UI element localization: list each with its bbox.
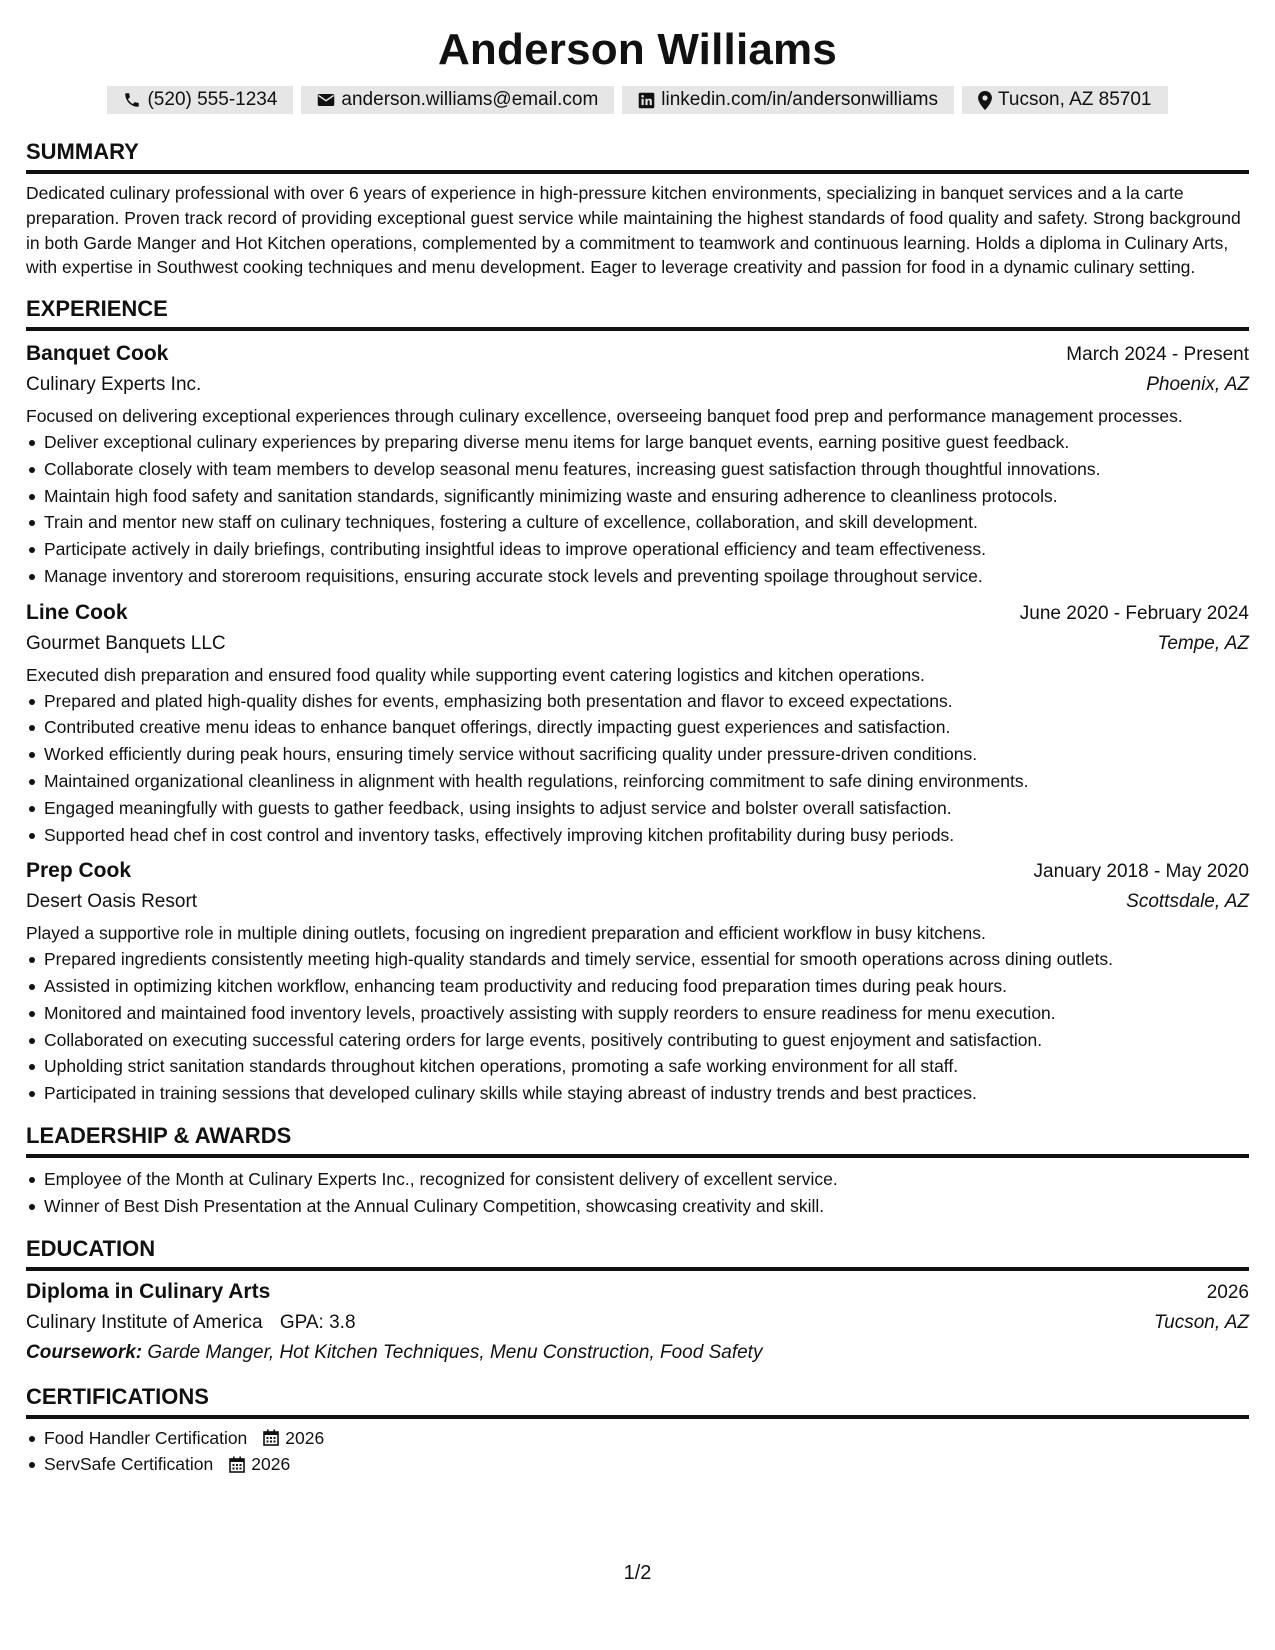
list-item: Upholding strict sanitation standards throughout kitchen operations, promoting a safe working environment for all staff. <box>26 1053 1249 1080</box>
job-bullets <box>26 688 1249 849</box>
list-item: Winner of Best Dish Presentation at the Annual Culinary Competition, showcasing creativity and skill. <box>26 1193 1249 1220</box>
education-entry <box>26 1277 1249 1368</box>
coursework-label: Coursework: <box>26 1341 143 1363</box>
resume-page <box>26 0 1249 1478</box>
list-item: Supported head chef in cost control and inventory tasks, effectively improving kitchen profitability during busy periods. <box>26 822 1249 849</box>
section-divider <box>26 1415 1249 1419</box>
map-pin-icon <box>978 91 992 110</box>
contact-bar <box>26 86 1249 114</box>
envelope-icon <box>317 92 335 108</box>
job-entry <box>26 339 1249 590</box>
company-name: Desert Oasis Resort <box>26 891 198 913</box>
cert-name: Food Handler Certification <box>44 1427 248 1448</box>
certifications-list <box>26 1425 1249 1479</box>
section-divider <box>26 170 1249 174</box>
list-item <box>26 1451 1249 1478</box>
list-item: Employee of the Month at Culinary Experts Inc., recognized for consistent delivery of excellent service. <box>26 1166 1249 1193</box>
job-dates: June 2020 - February 2024 <box>1019 602 1249 624</box>
summary-heading: SUMMARY <box>26 139 139 164</box>
job-title: Line Cook <box>26 600 128 624</box>
gpa: GPA: 3.8 <box>279 1311 356 1333</box>
contact-location[interactable] <box>962 86 1168 114</box>
email-text: anderson.williams@email.com <box>341 89 599 110</box>
linkedin-text: linkedin.com/in/andersonwilliams <box>661 89 938 110</box>
phone-text: (520) 555-1234 <box>147 89 278 110</box>
coursework <box>26 1338 1249 1368</box>
section-divider <box>26 327 1249 331</box>
degree-title: Diploma in Culinary Arts <box>26 1279 271 1303</box>
list-item: Maintain high food safety and sanitation standards, significantly minimizing waste and ensuring adherence to cleanliness protocols. <box>26 483 1249 510</box>
awards-heading: LEADERSHIP & AWARDS <box>26 1122 292 1148</box>
job-description: Played a supportive role in multiple dining outlets, focusing on ingredient preparation and efficient workflow in busy kitchens. <box>26 923 986 944</box>
job-bullets <box>26 946 1249 1107</box>
list-item: Collaborate closely with team members to develop seasonal menu features, increasing guest satisfaction through thoughtful innovations. <box>26 456 1249 483</box>
list-item: Assisted in optimizing kitchen workflow, enhancing team productivity and reducing food preparation times during peak hours. <box>26 973 1249 1000</box>
section-divider <box>26 1154 1249 1158</box>
company-name: Culinary Experts Inc. <box>26 374 202 396</box>
experience-heading: EXPERIENCE <box>26 296 168 322</box>
job-location: Tempe, AZ <box>1157 632 1249 654</box>
location-text: Tucson, AZ 85701 <box>997 89 1152 110</box>
cert-name: ServSafe Certification <box>44 1454 214 1475</box>
list-item: Train and mentor new staff on culinary techniques, fostering a culture of excellence, collaboration, and skill development. <box>26 509 1249 536</box>
list-item: Monitored and maintained food inventory levels, proactively assisting with supply reorders to ensure readiness for menu execution. <box>26 1000 1249 1027</box>
job-description: Executed dish preparation and ensured food quality while supporting event catering logistics and kitchen operations. <box>26 664 925 685</box>
graduation-year: 2026 <box>1206 1281 1249 1303</box>
school-location: Tucson, AZ <box>1153 1311 1249 1333</box>
contact-linkedin[interactable] <box>622 86 954 114</box>
candidate-name: Anderson Williams <box>437 25 838 74</box>
list-item: Manage inventory and storeroom requisitions, ensuring accurate stock levels and preventing spoilage throughout service. <box>26 563 1249 590</box>
list-item: Participate actively in daily briefings, contributing insightful ideas to improve operational efficiency and team effectiveness. <box>26 536 1249 563</box>
coursework-list: Garde Manger, Hot Kitchen Techniques, Menu Construction, Food Safety <box>147 1341 763 1363</box>
job-entry <box>26 598 1249 849</box>
calendar-icon <box>263 1429 279 1446</box>
job-location: Phoenix, AZ <box>1146 374 1249 396</box>
job-location: Scottsdale, AZ <box>1126 891 1249 913</box>
list-item <box>26 1425 1249 1452</box>
list-item: Worked efficiently during peak hours, ensuring timely service without sacrificing quality under pressure-driven conditions. <box>26 741 1249 768</box>
contact-email[interactable] <box>301 86 614 114</box>
list-item: Prepared and plated high-quality dishes for events, emphasizing both presentation and flavor to exceed expectations. <box>26 688 1249 715</box>
summary-text: Dedicated culinary professional with over 6 years of experience in high-pressure kitchen environments, specializing in banquet services and a la carte preparation. Proven track record of providing exceptional guest service while maintaining the highest standards of food quality and safety. Strong background in both Garde Manger and Hot Kitchen operations, complemented by a commitment to teamwork and continuous learning. Holds a diploma in Culinary Arts, with expertise in Southwest cooking techniques and menu development. Eager to leverage creativity and passion for food in a dynamic culinary setting. <box>26 183 1241 278</box>
list-item: Engaged meaningfully with guests to gather feedback, using insights to adjust service and bolster overall satisfaction. <box>26 795 1249 822</box>
linkedin-icon <box>638 92 655 109</box>
job-description: Focused on delivering exceptional experiences through culinary excellence, overseeing banquet food prep and performance management processes. <box>26 406 1183 427</box>
cert-year: 2026 <box>251 1454 291 1475</box>
calendar-icon <box>229 1456 245 1473</box>
phone-icon <box>123 91 141 109</box>
job-title: Banquet Cook <box>26 342 169 366</box>
certifications-heading: CERTIFICATIONS <box>26 1383 209 1409</box>
section-divider <box>26 1267 1249 1271</box>
job-entry <box>26 856 1249 1107</box>
list-item: Participated in training sessions that developed culinary skills while staying abreast of industry trends and best practices. <box>26 1080 1249 1107</box>
school-name: Culinary Institute of America <box>26 1311 263 1333</box>
list-item: Maintained organizational cleanliness in alignment with health regulations, reinforcing commitment to safe dining environments. <box>26 768 1249 795</box>
awards-list <box>26 1166 1249 1220</box>
list-item: Deliver exceptional culinary experiences by preparing diverse menu items for large banquet events, earning positive guest feedback. <box>26 429 1249 456</box>
job-dates: January 2018 - May 2020 <box>1033 861 1249 883</box>
list-item: Contributed creative menu ideas to enhance banquet offerings, directly impacting guest experiences and satisfaction. <box>26 714 1249 741</box>
list-item: Prepared ingredients consistently meeting high-quality standards and timely service, essential for smooth operations across dining outlets. <box>26 946 1249 973</box>
job-dates: March 2024 - Present <box>1066 344 1249 366</box>
cert-year: 2026 <box>285 1427 325 1448</box>
job-title: Prep Cook <box>26 859 132 883</box>
list-item: Collaborated on executing successful catering orders for large events, positively contributing to guest enjoyment and satisfaction. <box>26 1027 1249 1054</box>
job-bullets <box>26 429 1249 590</box>
company-name: Gourmet Banquets LLC <box>26 632 226 654</box>
education-heading: EDUCATION <box>26 1235 156 1261</box>
page-number: 1/2 <box>623 1562 652 1584</box>
contact-phone[interactable] <box>107 86 293 114</box>
